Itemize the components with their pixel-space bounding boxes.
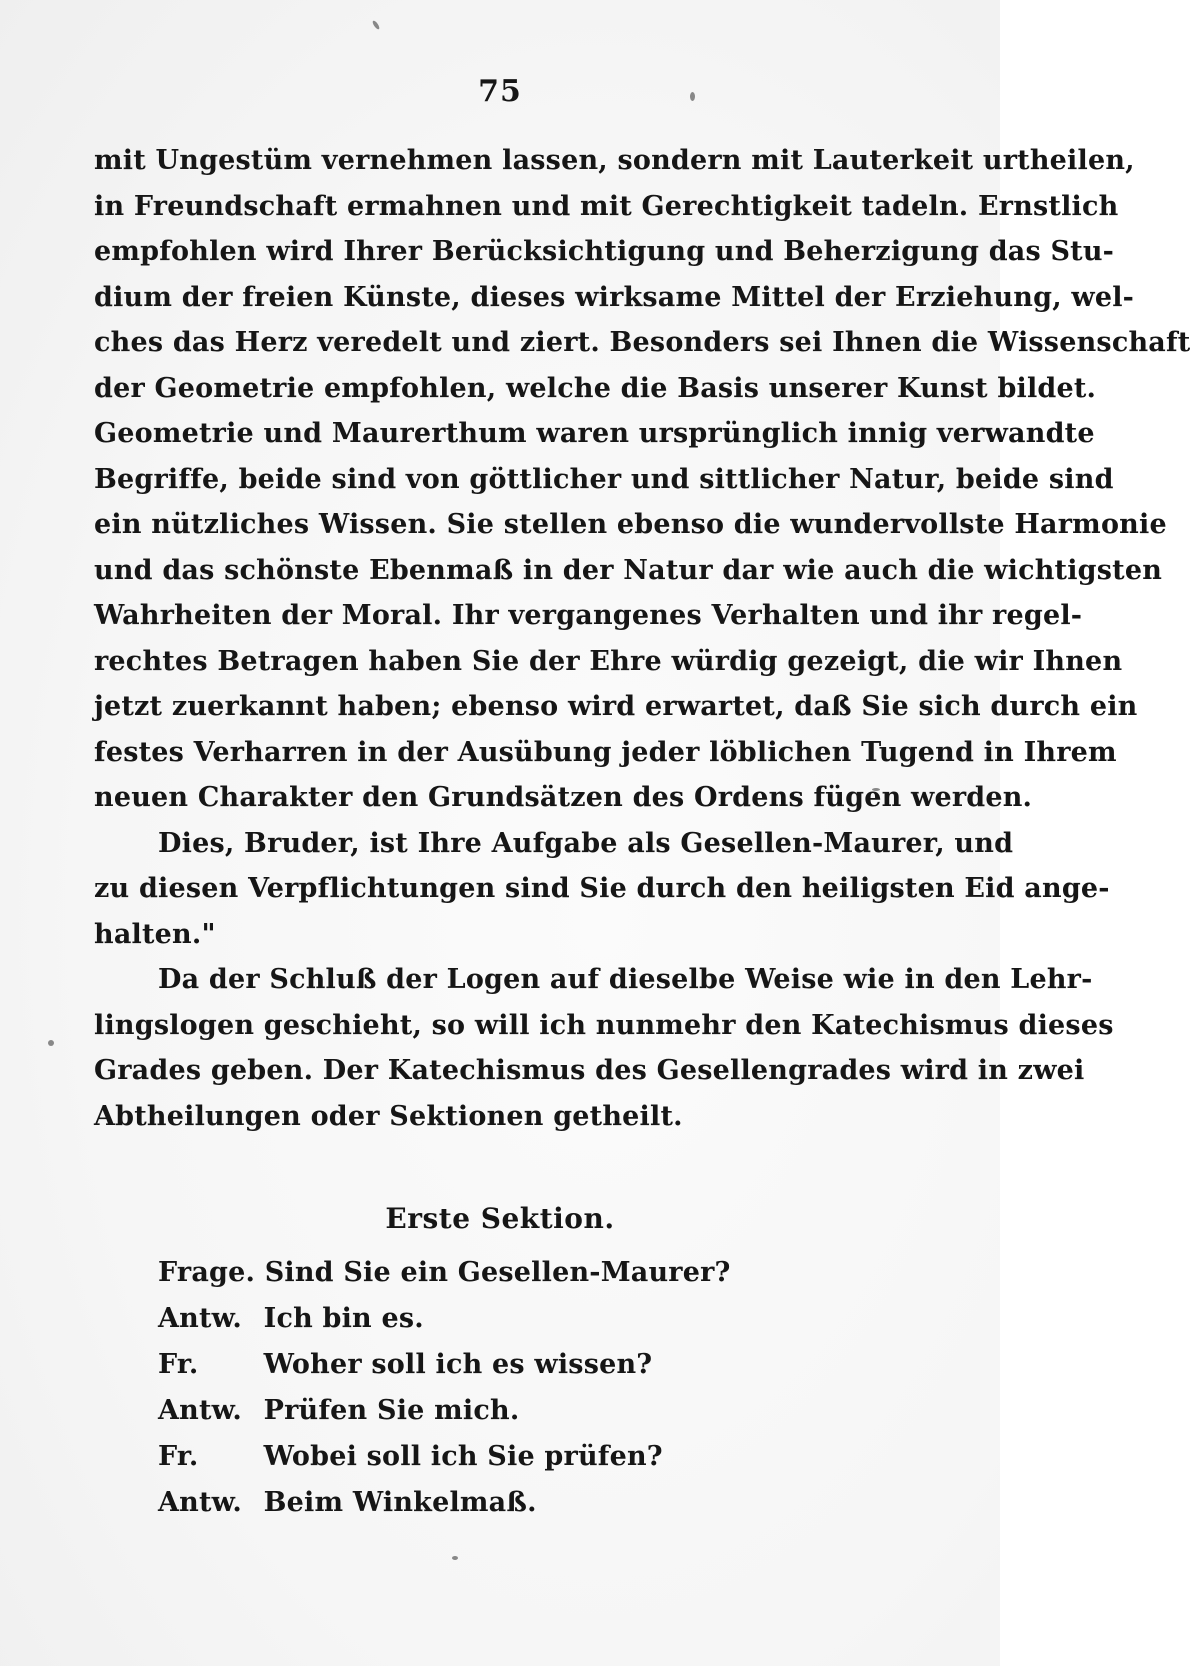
text-line: in Freundschaft ermahnen und mit Gerechtigkeit tadeln. Ernstlich — [94, 190, 1119, 222]
text-line: ches das Herz veredelt und ziert. Besonders sei Ihnen die Wissenschaft — [94, 327, 1190, 358]
dialog-line — [158, 1250, 858, 1296]
text-line: jetzt zuerkannt haben; ebenso wird erwartet, daß Sie sich durch ein — [94, 691, 1138, 722]
section-heading: Erste Sektion. — [385, 1202, 615, 1235]
dialog-text: Sind Sie ein Gesellen-Maurer? — [264, 1257, 731, 1288]
dialog-speaker: Fr. — [158, 1441, 199, 1472]
text-line: zu diesen Verpflichtungen sind Sie durch den heiligsten Eid ange- — [94, 873, 1110, 904]
text-line: lingslogen geschieht, so will ich nunmehr den Katechismus dieses — [94, 1009, 1114, 1041]
page-number: 75 — [478, 74, 522, 109]
dialog-line — [158, 1296, 858, 1342]
text-line: neuen Charakter den Grundsätzen des Ordens fügen werden. — [94, 782, 1033, 813]
text-line: Begriffe, beide sind von göttlicher und sittlicher Natur, beide sind — [94, 463, 1114, 495]
dialog-line — [158, 1342, 858, 1388]
text-line: Da der Schluß der Logen auf dieselbe Weise wie in den Lehr- — [158, 964, 1093, 995]
dialog-speaker: Frage. — [158, 1257, 256, 1288]
text-line: empfohlen wird Ihrer Berücksichtigung und Beherzigung das Stu- — [94, 236, 1115, 267]
dialog-speaker: Antw. — [158, 1395, 242, 1426]
dialog-text: Beim Winkelmaß. — [263, 1487, 537, 1518]
text-line: festes Verharren in der Ausübung jeder löblichen Tugend in Ihrem — [94, 736, 1117, 768]
dialog-text: Prüfen Sie mich. — [263, 1395, 520, 1426]
scan-speck — [371, 20, 380, 30]
dialog-speaker: Fr. — [158, 1349, 199, 1380]
dialog-text: Ich bin es. — [263, 1303, 424, 1334]
text-line: Dies, Bruder, ist Ihre Aufgabe als Gesellen-Maurer, und — [158, 827, 1014, 859]
body-text — [94, 138, 1190, 1139]
dialog-text: Woher soll ich es wissen? — [263, 1349, 653, 1380]
dialog-text: Wobei soll ich Sie prüfen? — [263, 1441, 663, 1472]
text-line: mit Ungestüm vernehmen lassen, sondern mit Lauterkeit urtheilen, — [94, 145, 1135, 176]
dialog-line — [158, 1434, 858, 1480]
catechism-dialog — [158, 1250, 858, 1526]
dialog-line — [158, 1388, 858, 1434]
scan-speck — [452, 1556, 458, 1560]
text-line: dium der freien Künste, dieses wirksame Mittel der Erziehung, wel- — [94, 281, 1135, 313]
text-line: rechtes Betragen haben Sie der Ehre würdig gezeigt, die wir Ihnen — [94, 645, 1123, 677]
dialog-line — [158, 1480, 858, 1526]
text-line: Grades geben. Der Katechismus des Gesellengrades wird in zwei — [94, 1055, 1085, 1086]
text-line: Wahrheiten der Moral. Ihr vergangenes Verhalten und ihr regel- — [94, 600, 1083, 631]
dialog-speaker: Antw. — [158, 1487, 242, 1518]
text-line: der Geometrie empfohlen, welche die Basis unserer Kunst bildet. — [94, 372, 1097, 404]
dialog-speaker: Antw. — [158, 1303, 242, 1334]
text-line: ein nützliches Wissen. Sie stellen ebenso die wundervollste Harmonie — [94, 509, 1167, 540]
scan-speck — [48, 1040, 54, 1046]
text-line: Abtheilungen oder Sektionen getheilt. — [94, 1100, 683, 1132]
text-line: Geometrie und Maurerthum waren ursprünglich innig verwandte — [94, 418, 1095, 449]
text-line: und das schönste Ebenmaß in der Natur dar wie auch die wichtigsten — [94, 554, 1163, 586]
text-line: halten." — [94, 918, 216, 950]
